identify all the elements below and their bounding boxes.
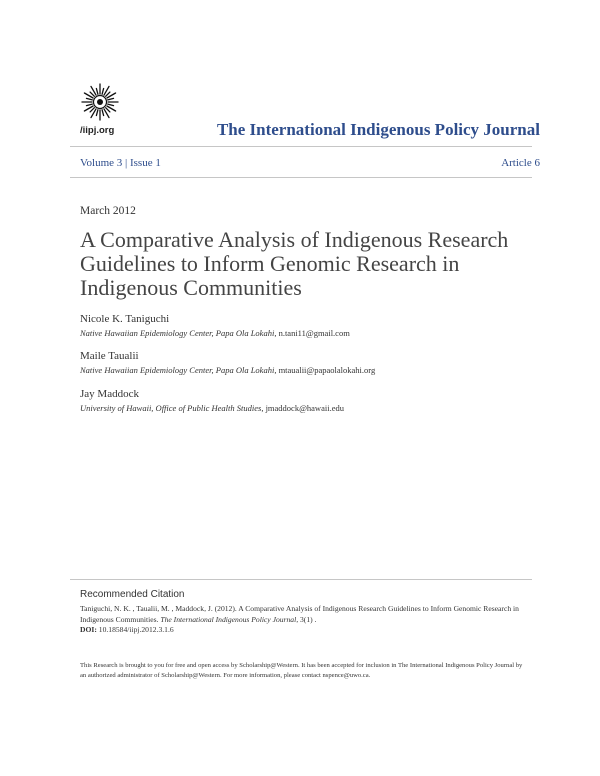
access-footer: This Research is brought to you for free and open access by Scholarship@Western. It has been accepted for inclusion in The International Indigenous Policy Journal by an authorized administrator of Scholarship@Western. For more information, please contact nspence@uwo.ca. bbox=[80, 662, 523, 679]
author-name: Maile Taualii bbox=[80, 350, 139, 362]
citation-divider bbox=[70, 579, 532, 580]
logo-text: /iipj.org bbox=[80, 125, 115, 136]
author-affiliation: Native Hawaiian Epidemiology Center, Papa Ola Lokahi, n.tani11@gmail.com bbox=[80, 328, 350, 338]
citation-heading: Recommended Citation bbox=[80, 589, 185, 600]
citation-text: Taniguchi, N. K. , Taualii, M. , Maddock, J. (2012). A Comparative Analysis of Indigenous Research Guidelines to Inform Genomic Research in Indigenous Communities. The International Indigenous Policy Journal, 3(1) . DOI: 10.18584/iipj.2012.3.1.6 bbox=[80, 604, 519, 634]
article-title: A Comparative Analysis of Indigenous Research Guidelines to Inform Genomic Research in Indigenous Communities bbox=[80, 227, 509, 300]
publication-date: March 2012 bbox=[80, 205, 136, 217]
author-name: Nicole K. Taniguchi bbox=[80, 313, 170, 325]
journal-title[interactable]: The International Indigenous Policy Journal bbox=[216, 120, 540, 139]
header-divider-bottom bbox=[70, 177, 532, 178]
sunburst-logo-icon bbox=[80, 82, 120, 122]
author-name: Jay Maddock bbox=[80, 388, 139, 400]
author-affiliation: University of Hawaii, Office of Public Health Studies, jmaddock@hawaii.edu bbox=[80, 403, 344, 413]
volume-issue-link[interactable]: Volume 3 | Issue 1 bbox=[80, 157, 161, 169]
header-divider-top bbox=[70, 146, 532, 147]
author-affiliation: Native Hawaiian Epidemiology Center, Papa Ola Lokahi, mtaualii@papaolalokahi.org bbox=[80, 365, 376, 375]
article-number-link[interactable]: Article 6 bbox=[501, 157, 540, 169]
